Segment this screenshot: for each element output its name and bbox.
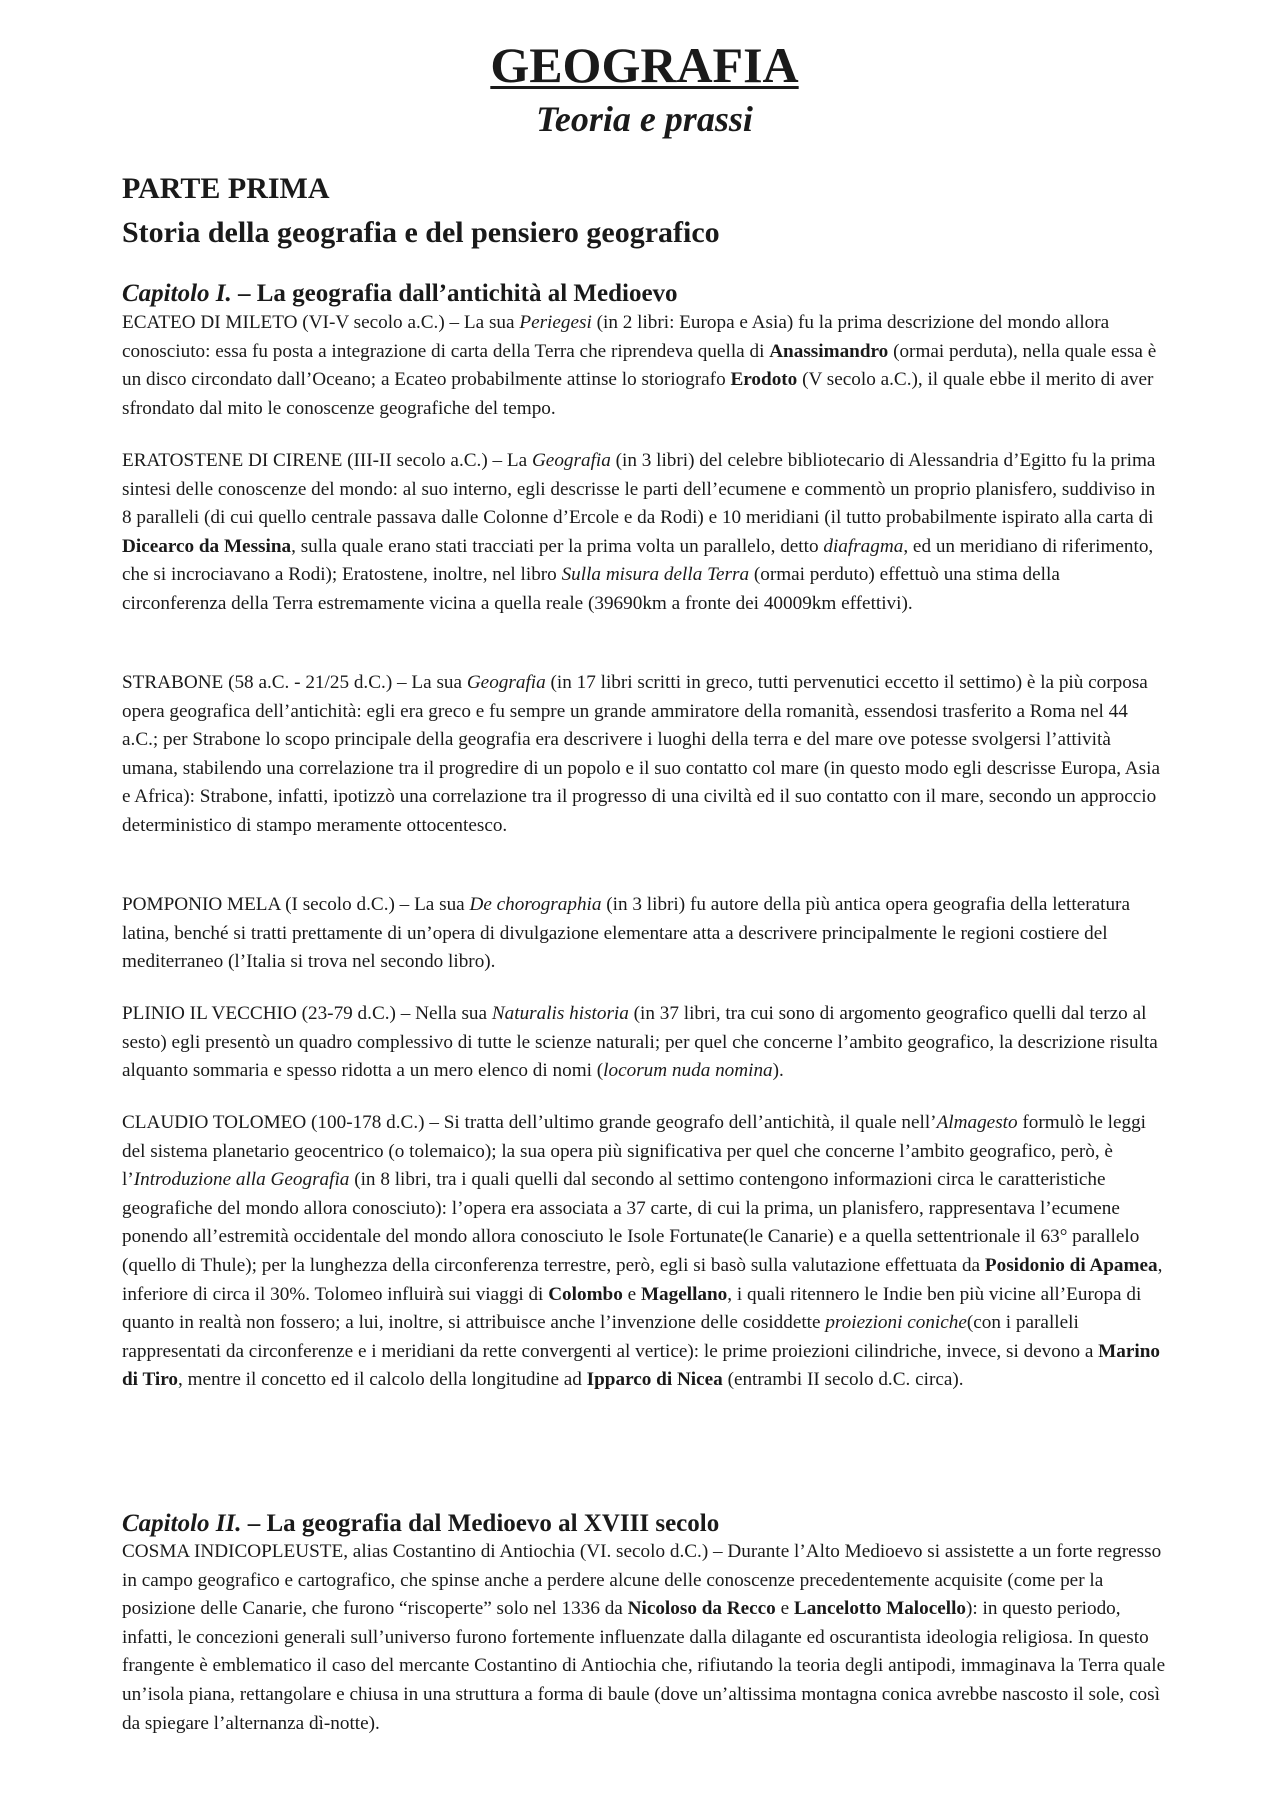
text-run: (in 3 libri) fu autore della più antica opera geografia della letteratura latina, benché si tratti prettamente di un’opera di divulgazione elementare atta a descrivere principalmente le regioni costiere del mediterraneo (l’Italia si trova nel secondo libro). [122, 894, 1130, 973]
italic-title: diafragma [823, 535, 904, 557]
part-label: PARTE PRIMA [122, 172, 330, 205]
entry-cosma [122, 1538, 1167, 1738]
text-run: , ed un meridiano di riferimento, che si incrociavano a Rodi); Eratostene, inoltre, nel libro [122, 535, 1154, 586]
text-run: (entrambi II secolo d.C. circa). [722, 1369, 964, 1391]
chapter-heading [122, 1510, 719, 1538]
chapter-number: Capitolo I. [122, 280, 232, 307]
bold-name: Magellano [640, 1283, 728, 1305]
text-run: (in 17 libri scritti in greco, tutti pervenutici eccetto il settimo) è la più corposa opera geografica dell’antichità: egli era greco e fu sempre un grande ammiratore della romanità, essendosi trasferito a Roma nel 44 a.C.; per Strabone lo scopo principale della geografia era descrivere i luoghi della terra e del mare ove potesse svolgersi l’attività umana, stabilendo una correlazione tra il progredire di un popolo e il suo contatto col mare (in questo modo egli descrisse Europa, Asia e Africa): Strabone, infatti, ipotizzò una correlazione tra il progresso di una civiltà ed il suo contatto con il mare, secondo un approccio deterministico di stampo meramente ottocentesco. [122, 672, 1160, 836]
chapter-title: – La geografia dal Medioevo al XVIII secolo [241, 1510, 720, 1537]
text-run: ): in questo periodo, infatti, le concezioni generali sull’universo furono fortemente influenzate dalla dilagante ed oscurantista ideologia religiosa. In questo frangente è emblematico il caso del mercante Costantino di Antiochia che, rifiutando la teoria degli antipodi, immaginava la Terra quale un’isola piana, rettangolare e chiusa in una struttura a forma di baule (dove un’altissima montagna conica avrebbe nascosto il sole, così da spiegare l’alternanza dì-notte). [122, 1598, 1166, 1734]
entry-plinio [122, 1000, 1167, 1086]
italic-title: Almagesto [936, 1112, 1018, 1133]
chapter-title: – La geografia dall’antichità al Medioevo [231, 280, 678, 307]
text-run: STRABONE (58 a.C. - 21/25 d.C.) – La sua [122, 672, 467, 693]
bold-name: Colombo [548, 1283, 623, 1305]
entry-pomponio-mela [122, 891, 1167, 977]
bold-name: Dicearco da Messina [122, 535, 292, 557]
text-run: PLINIO IL VECCHIO (23-79 d.C.) – Nella sua [122, 1003, 492, 1024]
part-heading: Storia della geografia e del pensiero geografico [122, 216, 720, 249]
chapter-heading [122, 280, 678, 308]
text-run: , i quali ritennero le Indie ben più vicine all’Europa di quanto in realtà non fossero; a lui, inoltre, si attribuisce anche l’invenzione delle cosiddette [122, 1283, 1142, 1334]
text-run: , sulla quale erano stati tracciati per la prima volta un parallelo, detto [291, 535, 824, 557]
bold-name: Ipparco di Nicea [586, 1369, 723, 1391]
text-run: CLAUDIO TOLOMEO (100-178 d.C.) – Si tratta dell’ultimo grande geografo dell’antichità, il quale nell’ [122, 1112, 937, 1133]
italic-title: proiezioni coniche [825, 1312, 967, 1334]
italic-title: Geografia [531, 450, 611, 471]
text-run: POMPONIO MELA (I secolo d.C.) – La sua [122, 894, 470, 915]
entry-strabone [122, 669, 1167, 841]
text-run: , inferiore di circa il 30%. Tolomeo influirà sui viaggi di [122, 1254, 1163, 1305]
text-run: (ormai perduta), nella quale essa è un disco circondato dall’Oceano; a Ecateo probabilmente attinse lo storiografo [122, 340, 1157, 391]
text-run: ERATOSTENE DI CIRENE (III-II secolo a.C.) – La [122, 450, 532, 471]
text-run: (con i paralleli rappresentati da circonferenze e i meridiani da rette convergenti al vertice): le prime proiezioni cilindriche, invece, si devono a [122, 1312, 1099, 1362]
text-run: , mentre il concetto ed il calcolo della longitudine ad [178, 1369, 587, 1391]
text-run: (in 8 libri, tra i quali quelli dal secondo al settimo contengono informazioni circa le caratteristiche geografiche del mondo allora conosciuto): l’opera era associata a 37 carte, di cui la prima, un planisfero, rappresentava l’ecumene ponendo all’estremità occidentale del mondo allora conosciuto le Isole Fortunate(le Canarie) e a quella settentrionale il 63° parallelo (quello di Thule); per la lunghezza della circonferenza terrestre, però, egli si basò sulla valutazione effettuata da [122, 1169, 1140, 1276]
document-subtitle: Teoria e prassi [536, 99, 753, 139]
text-run: ). [772, 1060, 784, 1082]
bold-name: Posidonio di Apamea [984, 1254, 1158, 1276]
text-run: (ormai perduto) effettuò una stima della circonferenza della Terra estremamente vicina a quella reale (39690km a fronte dei 40009km effettivi). [122, 564, 1060, 614]
text-run: COSMA INDICOPLEUSTE, alias Costantino di Antiochia (VI. secolo d.C.) – Durante l’Alto Medioevo si assistette a un forte regresso in campo geografico e cartografico, che spinse anche a perdere alcune delle conoscenze precedentemente acquisite (come per la posizione delle Canarie, che furono “riscoperte” solo nel 1336 da [122, 1541, 1162, 1620]
bold-name: Lancelotto Malocello [793, 1598, 967, 1620]
text-run: e [775, 1598, 794, 1620]
text-run: (V secolo a.C.), il quale ebbe il merito di aver sfrondato dal mito le conoscenze geografiche del tempo. [122, 369, 1154, 419]
italic-title: Sulla misura della Terra [561, 564, 750, 586]
text-run: formulò le leggi del sistema planetario geocentrico (o tolemaico); la sua opera più significativa per quel che concerne l’ambito geografico, però, è l’ [122, 1112, 1147, 1191]
italic-title: Periegesi [519, 312, 592, 333]
chapter-number: Capitolo II. [122, 1510, 242, 1537]
entry-eratostene [122, 447, 1167, 619]
bold-name: Nicoloso da Recco [627, 1598, 776, 1620]
italic-title: Geografia [466, 672, 546, 693]
bold-name: Anassimandro [769, 340, 889, 362]
bold-name: Marino di Tiro [122, 1340, 1160, 1391]
italic-title: Naturalis historia [491, 1003, 629, 1024]
text-run: e [622, 1283, 641, 1305]
italic-title: locorum nuda nomina [603, 1060, 773, 1082]
document-title: GEOGRAFIA [490, 37, 799, 93]
italic-title: Introduzione alla Geografia [133, 1169, 350, 1191]
entry-ecateo [122, 309, 1167, 423]
italic-title: De chorographia [469, 894, 602, 915]
text-run: (in 2 libri: Europa e Asia) fu la prima descrizione del mondo allora conosciuto: essa fu posta a integrazione di carta della Terra che riprendeva quella di [122, 312, 1110, 362]
entry-tolomeo [122, 1109, 1167, 1395]
text-run: (in 3 libri) del celebre bibliotecario di Alessandria d’Egitto fu la prima sintesi delle conoscenze del mondo: al suo interno, egli descrisse le parti dell’ecumene e commentò un proprio planisfero, suddiviso in 8 paralleli (di cui quello centrale passava dalle Colonne d’Ercole e da Rodi) e 10 meridiani (il tutto probabilmente ispirato alla carta di [122, 450, 1156, 529]
text-run: ECATEO DI MILETO (VI-V secolo a.C.) – La sua [122, 312, 520, 333]
text-run: (in 37 libri, tra cui sono di argomento geografico quelli dal terzo al sesto) egli presentò un quadro complessivo di tutte le scienze naturali; per quel che concerne l’ambito geografico, la descrizione risulta alquanto sommaria e spesso ridotta a un mero elenco di nomi ( [122, 1003, 1158, 1082]
bold-name: Erodoto [730, 369, 798, 391]
